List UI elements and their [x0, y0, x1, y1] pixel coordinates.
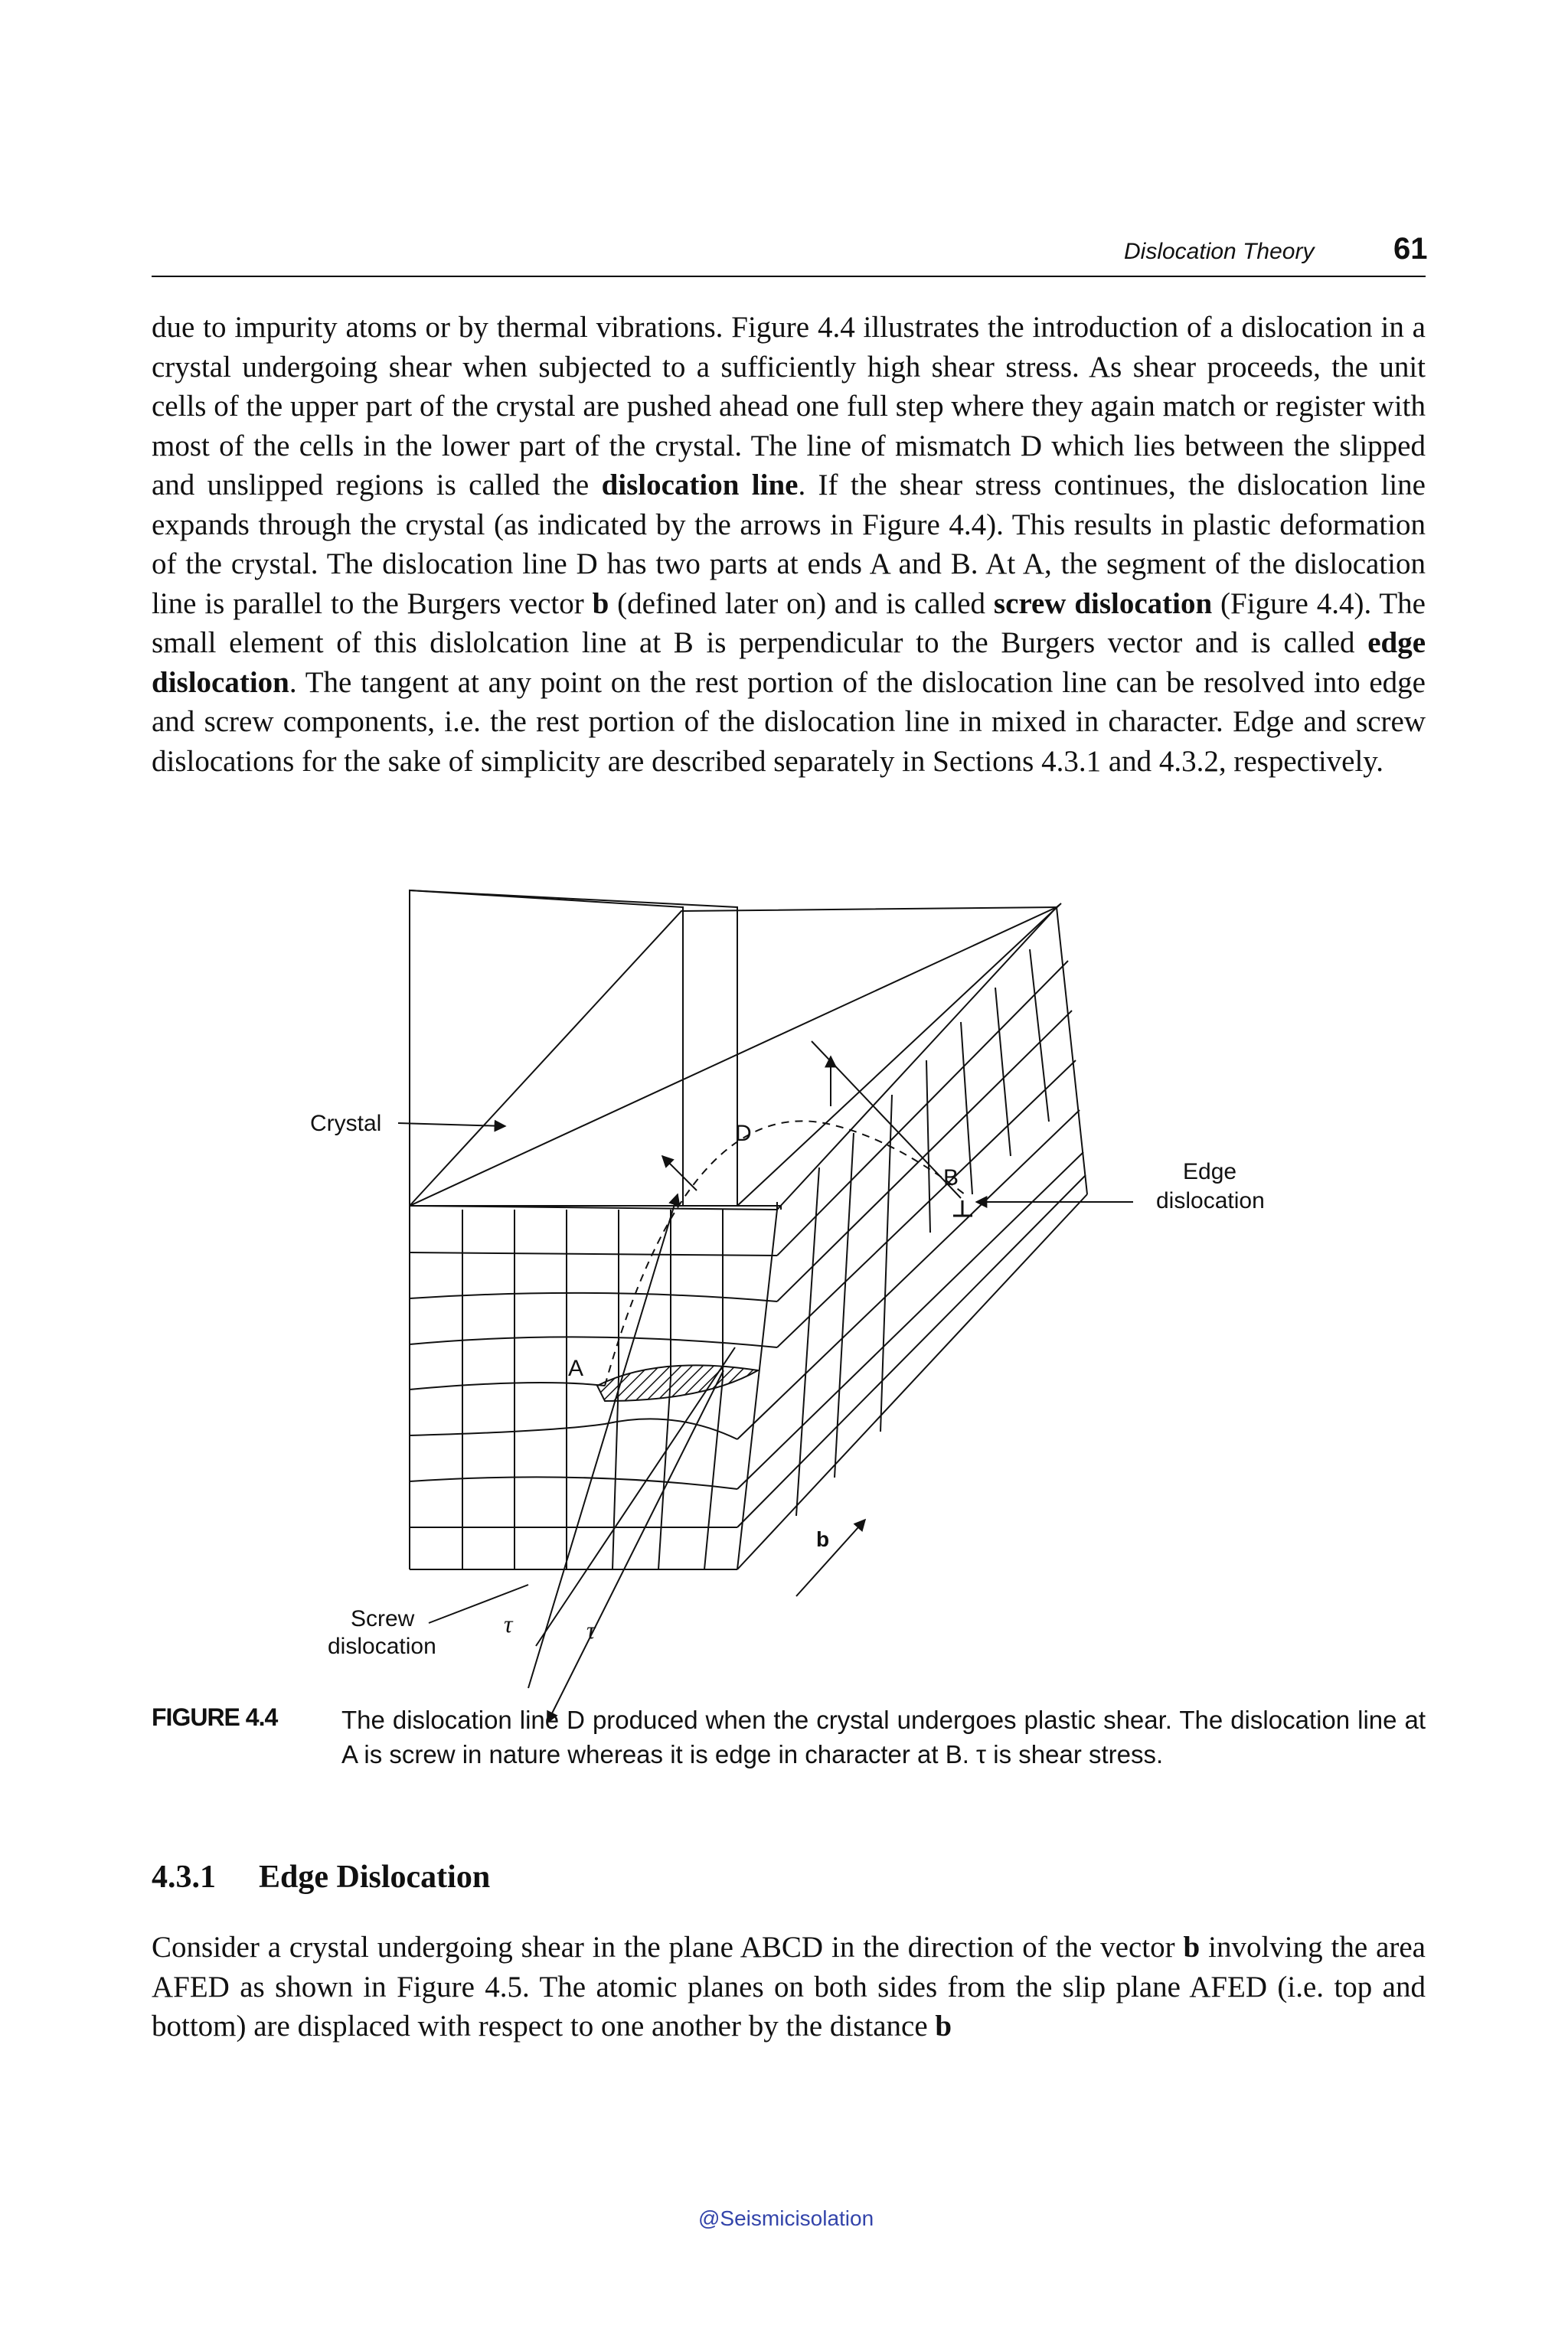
- slipped-region: [597, 1365, 758, 1401]
- shear-stress-arrow-down: [547, 1370, 724, 1723]
- label-screw-dislocation: dislocation: [328, 1634, 436, 1659]
- shear-stress-arrow-up: [528, 1194, 678, 1688]
- text-run: (Figure 4.4). The small element of this dislolcation line at B is perpendicular to the Burgers vector and is called: [152, 586, 1426, 659]
- body-paragraph-1: [152, 308, 1426, 781]
- figure-caption-label: FIGURE 4.4: [152, 1703, 278, 1731]
- crystal-top-face: [410, 907, 1057, 1210]
- bold-term: dislocation line: [601, 469, 799, 501]
- bold-term: screw dislocation: [993, 586, 1213, 620]
- label-edge: Edge: [1183, 1159, 1237, 1184]
- crystal-front-edges: [410, 890, 737, 1206]
- label-tau-1: τ: [504, 1610, 513, 1638]
- shear-line: [536, 1347, 735, 1646]
- label-b-point: B: [943, 1165, 959, 1190]
- bold-term: b: [1183, 1931, 1200, 1964]
- body-paragraph-2: [152, 1928, 1426, 2046]
- label-a: A: [568, 1356, 584, 1381]
- section-number: 4.3.1: [152, 1860, 216, 1895]
- label-edge-dislocation: dislocation: [1156, 1188, 1265, 1213]
- running-header-title: Dislocation Theory: [1124, 239, 1315, 264]
- right-face-grid: [737, 949, 1086, 1527]
- bold-term: b: [935, 2010, 952, 2043]
- crystal-outline: [410, 890, 1061, 1206]
- header-rule: [152, 276, 1426, 277]
- bold-term: b: [592, 586, 609, 620]
- edge-symbol: [953, 1200, 972, 1216]
- expansion-arrow: [662, 1156, 697, 1190]
- screw-pointer: [429, 1585, 528, 1623]
- watermark-text: @Seismicisolation: [698, 2206, 874, 2230]
- label-crystal: Crystal: [310, 1111, 382, 1136]
- text-run: involving the area AFED as shown in Figure 4.5. The atomic planes on both sides from the slip plane AFED (i.e. top and bottom) are displaced with respect to one another by the distance: [152, 1931, 1426, 2043]
- dislocation-line-d: [605, 1121, 965, 1386]
- label-screw: Screw: [351, 1606, 415, 1631]
- label-tau-2: τ: [586, 1616, 596, 1644]
- section-heading: [152, 1859, 490, 1896]
- label-b-vector: b: [816, 1527, 830, 1551]
- text-run: (defined later on) and is called: [609, 586, 994, 620]
- crystal-pointer: [398, 1123, 505, 1126]
- page-number: 61: [1393, 232, 1428, 266]
- text-run: . If the shear stress continues, the dislocation line expands through the crystal (as indicated by the arrows in Figure 4.4). This results in plastic deformation of the crystal. The dislocation line D has two parts at ends A and B. At A, the segment of the dislocation line is parallel to the Burgers vector: [152, 469, 1426, 620]
- text-run: . The tangent at any point on the rest portion of the dislocation line can be resolved into edge and screw components, i.e. the rest portion of the dislocation line in mixed in character. Edge and screw dislocations for the sake of simplicity are described separately in Sections 4.3.1 and 4.3.2, respectively.: [152, 665, 1426, 778]
- section-title: Edge Dislocation: [259, 1860, 491, 1895]
- bold-term: edge dislocation: [152, 626, 1426, 699]
- text-run: Consider a crystal undergoing shear in the plane ABCD in the direction of the vector: [152, 1931, 1184, 1964]
- text-run: due to impurity atoms or by thermal vibrations. Figure 4.4 illustrates the introduction of a dislocation in a crystal undergoing shear when subjected to a sufficiently high shear stress. As shear proceeds, the unit cells of the upper part of the crystal are pushed ahead one full step where they again match or register with most of the cells in the lower part of the crystal. The line of mismatch D which lies between the slipped and unslipped regions is called the: [152, 311, 1426, 501]
- figure-caption-text: The dislocation line D produced when the crystal undergoes plastic shear. The dislocation line at A is screw in nature whereas it is edge in character at B. τ is shear stress.: [341, 1706, 1426, 1768]
- burgers-vector-arrow: [796, 1520, 865, 1596]
- label-d: D: [735, 1121, 752, 1146]
- front-grid: [410, 1210, 777, 1569]
